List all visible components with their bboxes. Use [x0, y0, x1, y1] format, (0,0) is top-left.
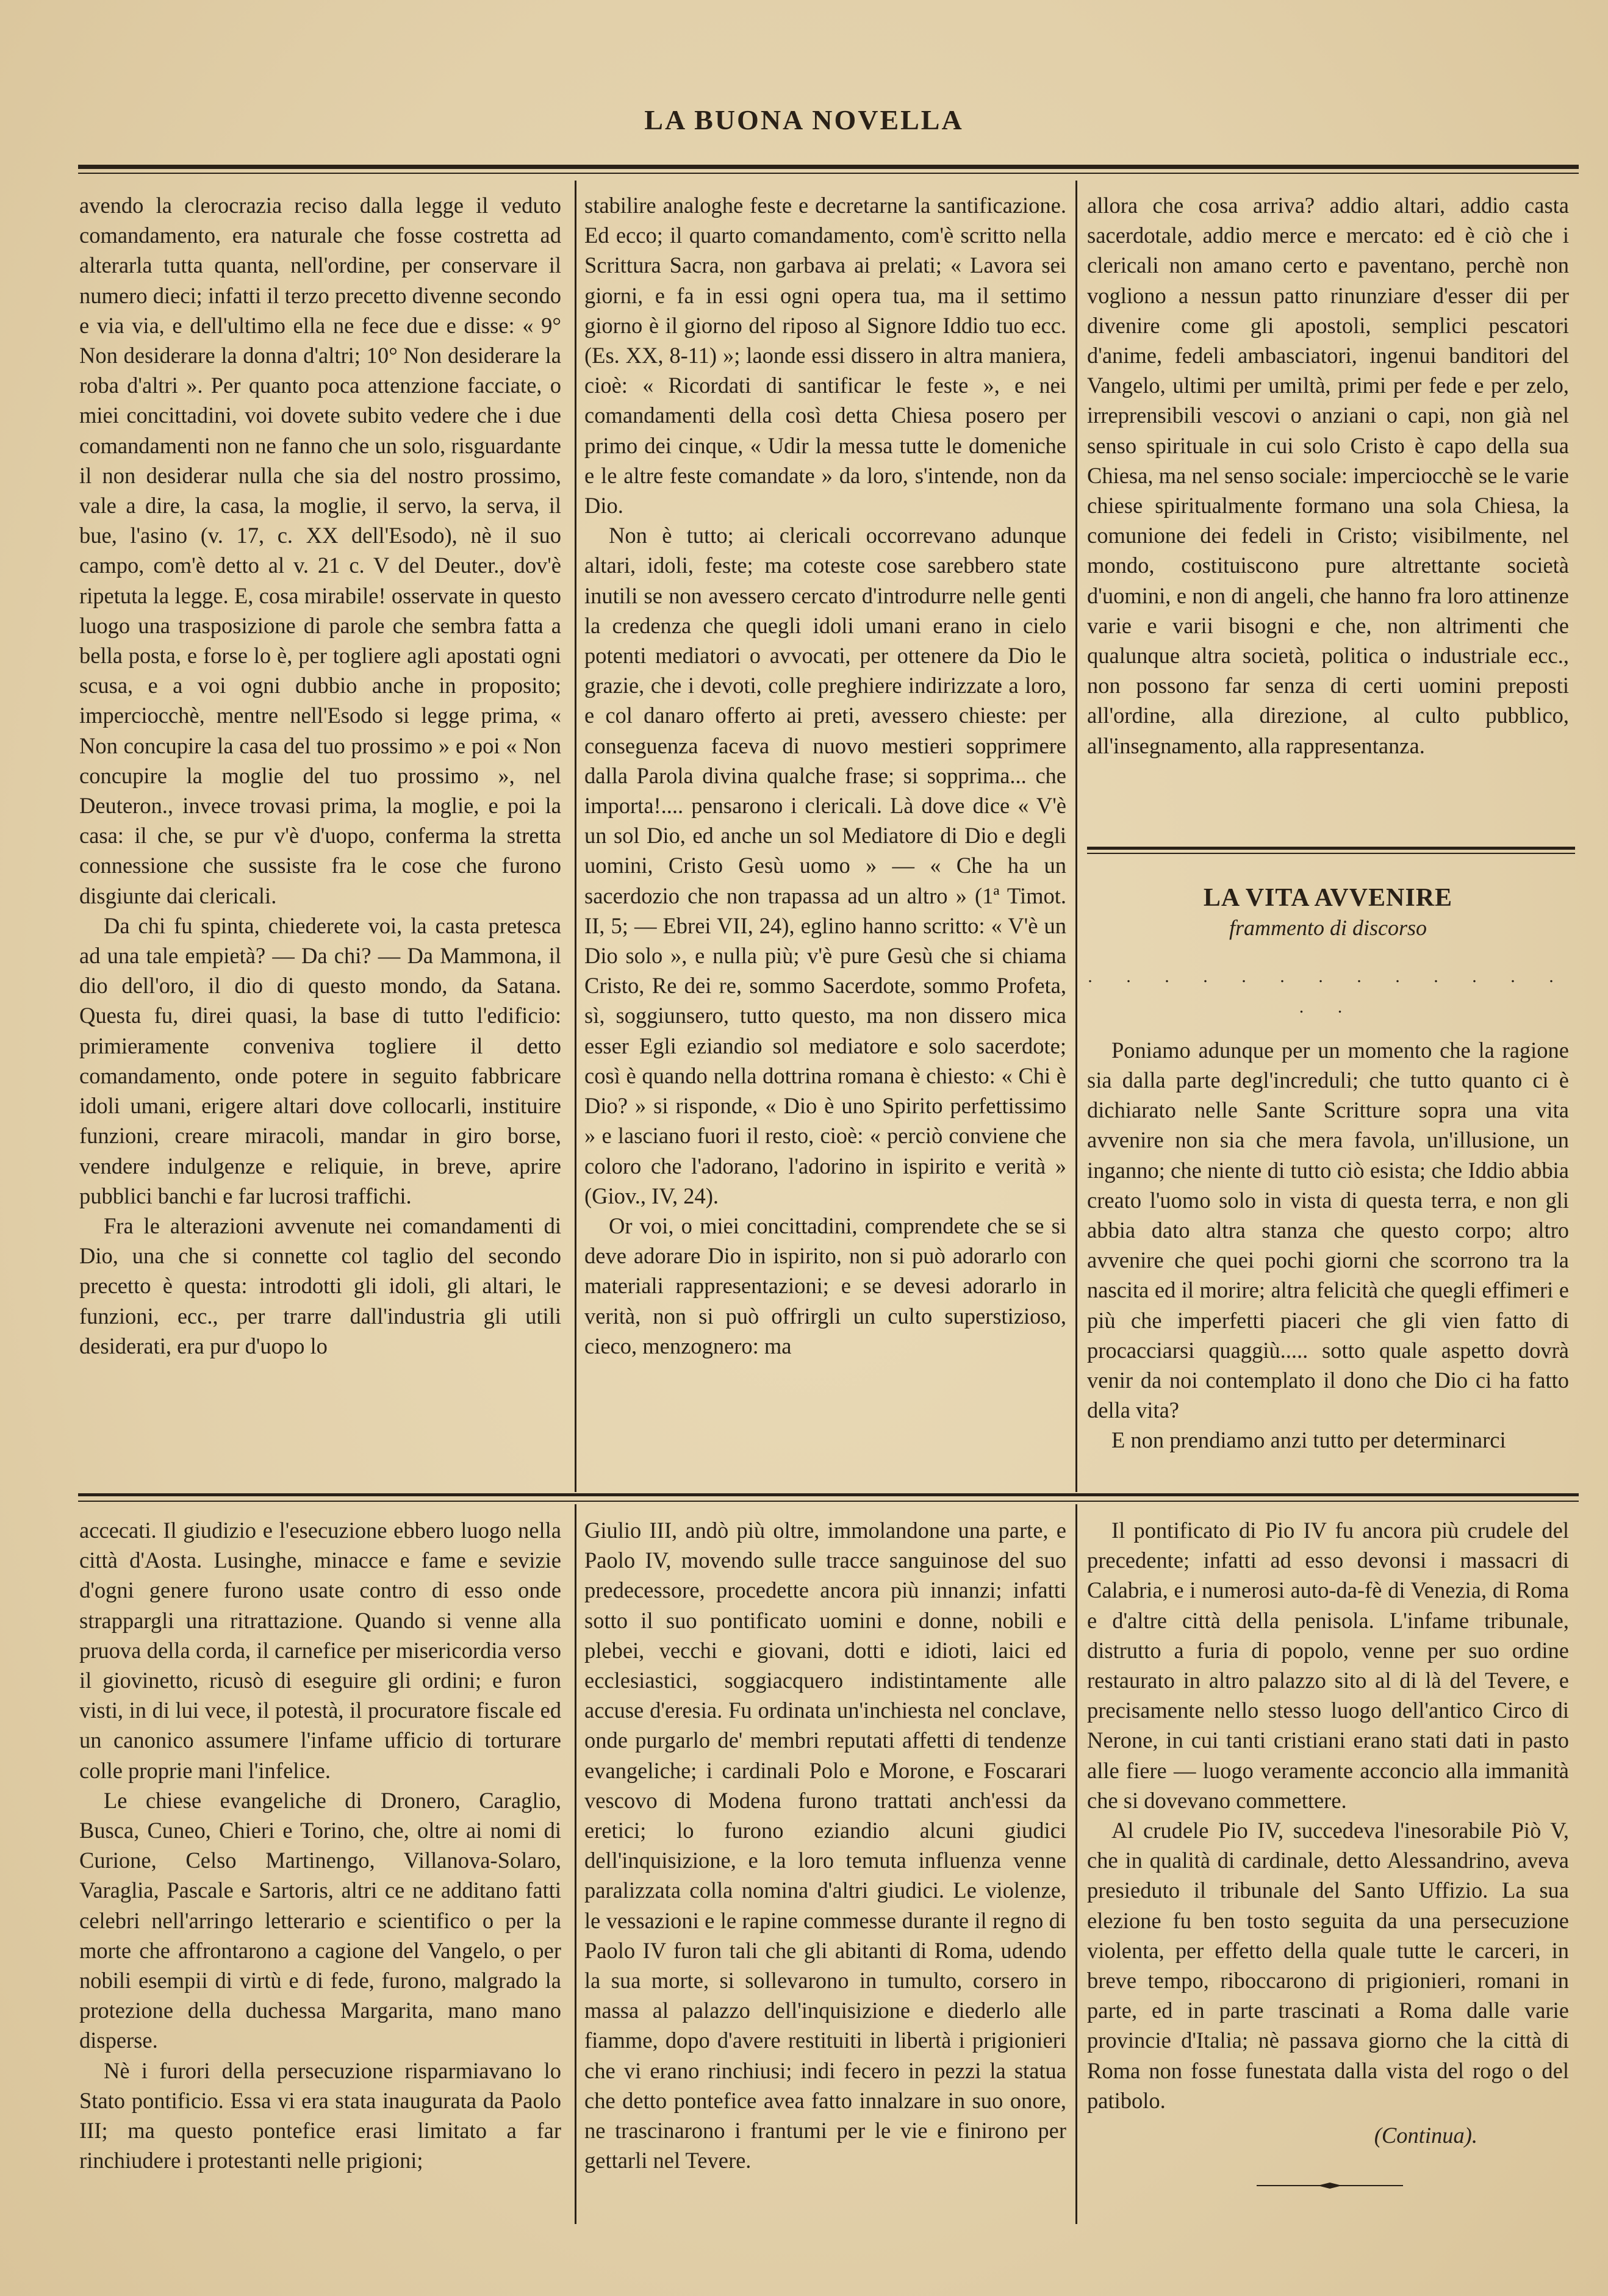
section-subtitle: frammento di discorso	[1229, 916, 1427, 941]
paragraph: stabilire analoghe feste e decretarne la santificazione. Ed ecco; il quarto comandamento, com'è scritto nella Scrittura Sacra, non garbava ai prelati; « Lavora sei giorni, e fa in essi ogni opera tua, ma il settimo giorno è il giorno del riposo al Signore Iddio tuo ecc. (Es. XX, 8-11) »; laonde essi dissero in altra maniera, cioè: « Ricordati di santificar le feste », e nei comandamenti della così detta Chiesa posero per primo dei cinque, « Udir la messa tutte le domeniche e le altre feste comandate » da loro, s'intende, non da Dio.	[584, 193, 1066, 518]
paragraph: Giulio III, andò più oltre, immolandone una parte, e Paolo IV, movendo sulle tracce sanguinose del suo predecessore, procedette ancora più innanzi; infatti sotto il suo pontificato uomini e donne, nobili e plebei, vecchi e giovani, dotti e idioti, laici ed ecclesiastici, soggiacquero indistintamente alle accuse d'eresia. Fu ordinata un'inchiesta nel conclave, onde purgarlo de' membri reputati affetti di tendenze evangeliche; i cardinali Polo e Morone, e Foscarari vescovo di Modena furono trattati anch'essi da eretici; lo furono eziandio alcuni giudici dell'inquisizione, e la loro temuta influenza venne paralizzata colla nomina d'altri giudici. Le violenze, le vessazioni e le rapine commesse durante il regno di Paolo IV furon tali che gli abitanti di Roma, udendo la sua morte, si sollevarono in tumulto, corsero in massa al palazzo dell'inquisizione e diederlo alle fiamme, dopo d'avere restituiti in libertà i prigionieri che vi erano rinchiusi; indi fecero in pezzi la statua che detto pontefice avea fatto innalzare in suo onore, ne trascinarono i frantumi per le vie e finirono per gettarli nel Tevere.	[584, 1518, 1066, 2173]
paragraph: Al crudele Pio IV, succedeva l'inesorabile Piò V, che in qualità di cardinale, detto Alessandrino, aveva presieduto il tribunale del Santo Uffizio. La sua elezione fu ben tosto seguita da una persecuzione violenta, per effetto della quale tutte le carceri, in breve tempo, riboccarono di prigionieri, romani in parte, ed in parte trascinati a Roma dalle varie provincie d'Italia; nè passava giorno che la città di Roma non fosse funestata dalla vista del rogo o del patibolo.	[1087, 1818, 1569, 2113]
article-vita-avvenire	[1087, 883, 1569, 1455]
paragraph: allora che cosa arriva? addio altari, addio casta sacerdotale, addio merce e mercato: ed è ciò che i clericali non amano certo e paventano, perchè non vogliono a nessun patto rinunziare d'esser dii per divenire come gli apostoli, semplici pescatori d'anime, fedeli ambasciatori, ingenui banditori del Vangelo, ultimi per umiltà, primi per fede e per zelo, irreprensibili vescovi o anziani o capi, non già nel senso spirituale in cui solo Cristo è capo della sua Chiesa, ma nel senso sociale: imperciocchè se le varie chiese spiritualmente formano una sola Chiesa, la comunione dei fedeli in Cristo; visibilmente, nel mondo, costituiscono pure altrettante società d'uomini, e non di angeli, che hanno fra loro attinenze varie e varii bisogni e che, non altrimenti che qualunque altra società, politica o industriale ecc., non possono far senza di certi uomini preposti all'ordine, alla direzione, al culto pubblico, all'insegnamento, alla rappresentanza.	[1087, 193, 1569, 758]
feuilleton-column-1	[79, 1515, 561, 2175]
feuilleton-column-3	[1087, 1515, 1569, 2150]
masthead-rule-thin	[78, 173, 1579, 174]
section-separator	[78, 1493, 1579, 1496]
paragraph: Poniamo adunque per un momento che la ragione sia dalla parte degl'increduli; che tutto quanto ci è dichiarato nelle Sante Scritture sopra una vita avvenire non sia che mera favola, un'illusione, un inganno; che niente di tutto ciò esista; che Iddio abbia creato l'uomo solo in vista di questa terra, e non gli abbia dato altra stanza che questo corpo; altro avvenire che quei pochi giorni che scorrono tra la nascita ed il morire; altra felicità che quegli effimeri e più che imperfetti piaceri che gli vien fatto di procacciarsi quaggiù..... sotto quale aspetto dovrà venir da noi contemplato il dono che Dio ci ha fatto della vita?	[1087, 1037, 1569, 1423]
column-divider	[575, 1504, 576, 2224]
section-title: LA VITA AVVENIRE	[1203, 884, 1453, 912]
section-separator-thin	[78, 1501, 1579, 1502]
paragraph: Da chi fu spinta, chiederete voi, la casta pretesca ad una tale empietà? — Da chi? — Da Mammona, il dio dell'oro, il dio di questo mondo, da Satana. Questa fu, direi quasi, la base di tutto l'edificio: primieramente conveniva togliere il detto comandamento, onde potere in seguito fabbricare idoli umani, erigere altari dove collocarli, instituire funzioni, creare miracoli, mandar in giro borse, vendere indulgenze e reliquie, in breve, aprire pubblici banchi e far lucrosi traffichi.	[79, 913, 561, 1208]
section-rule	[1087, 847, 1575, 850]
article-column-3	[1087, 190, 1569, 761]
column-divider	[1075, 181, 1077, 1492]
ellipsis-dots: . . . . . . . . . . . . . . .	[1088, 966, 1568, 1017]
paragraph: Le chiese evangeliche di Dronero, Caraglio, Busca, Cuneo, Chieri e Torino, che, oltre ai nomi di Curione, Celso Martinengo, Villanova-Solaro, Varaglia, Pascale e Sartoris, altri ce ne additano fatti celebri nell'arringo letterario e scientifico o per la morte che affrontarono a cagione del Vangelo, o per nobili esempii di virtù e di fede, furono, malgrado la protezione della duchessa Margarita, mano mano disperse.	[79, 1787, 561, 2053]
paragraph: accecati. Il giudizio e l'esecuzione ebbero luogo nella città d'Aosta. Lusinghe, minacce e fame e sevizie d'ogni genere furono usate contro di esso onde strappargli una ritrattazione. Quando si venne alla pruova della corda, il carnefice per misericordia verso il giovinetto, ricusò di eseguire gli ordini; e furon visti, in di lui vece, il potestà, il procuratore fiscale ed un canonico assumere l'infame ufficio di torturare colle proprie mani l'infelice.	[79, 1518, 561, 1783]
masthead-rule	[78, 165, 1579, 169]
article-column-1	[79, 190, 561, 1361]
continua-note: (Continua).	[1374, 2123, 1477, 2148]
paragraph: Il pontificato di Pio IV fu ancora più crudele del precedente; infatti ad esso devonsi i massacri di Calabria, e i numerosi auto-da-fè di Venezia, di Roma e d'altre città della penisola. L'infame tribunale, distrutto a furia di popolo, venne per suo ordine restaurato in altro palazzo sito al di là del Tevere, e precisamente nello stesso luogo dell'antico Circo di Nerone, in cui tanti cristiani erano stati dati in pasto alle fiere — luogo veramente acconcio alla immanità che si dovevano commettere.	[1087, 1518, 1569, 1813]
column-divider	[1075, 1504, 1077, 2224]
section-rule-thin	[1087, 853, 1575, 854]
masthead: LA BUONA NOVELLA	[644, 104, 964, 135]
paragraph: Or voi, o miei concittadini, comprendete che se si deve adorare Dio in ispirito, non si può adorarlo con materiali rappresentazioni; e se devesi adorarlo in verità, non si può offrirgli un culto superstizioso, cieco, menzognero: ma	[584, 1213, 1066, 1358]
column-divider	[575, 181, 576, 1492]
article-column-2	[584, 190, 1066, 1361]
paragraph: Fra le alterazioni avvenute nei comandamenti di Dio, una che si connette col taglio del secondo precetto è questa: introdotti gli idoli, gli altari, le funzioni, ecc., per trarre dall'industria gli utili desiderati, era pur d'uopo lo	[79, 1213, 561, 1358]
feuilleton-column-2	[584, 1515, 1066, 2175]
paragraph: E non prendiamo anzi tutto per determinarci	[1111, 1427, 1506, 1453]
end-ornament-icon	[1257, 2183, 1403, 2189]
paragraph: Nè i furori della persecuzione risparmiavano lo Stato pontificio. Essa vi era stata inaugurata da Paolo III; ma questo pontefice erasi limitato a far rinchiudere i protestanti nelle prigioni;	[79, 2057, 561, 2173]
paragraph: avendo la clerocrazia reciso dalla legge il veduto comandamento, era naturale che fosse costretta ad alterarla tutta quanta, nell'ordine, per conservare il numero dieci; infatti il terzo precetto divenne secondo e via via, e dell'ultimo ella ne fece due e disse: « 9° Non desiderare la donna d'altri; 10° Non desiderare la roba d'altri ». Per quanto poca attenzione facciate, o miei concittadini, voi dovete subito vedere che i due comandamenti non ne fanno che un solo, risguardante il non desiderar nulla che sia del nostro prossimo, vale a dire, la casa, la moglie, il servo, la serva, il bue, l'asino (v. 17, c. XX dell'Esodo), nè il suo campo, com'è detto al v. 21 c. V del Deuter., dov'è ripetuta la legge. E, cosa mirabile! osservate in questo luogo una trasposizione di parole che sembra fatta a bella posta, e forse lo è, per togliere agli apostati ogni scusa, e a voi ogni dubbio anche in proposito; imperciocchè, mentre nell'Esodo si legge prima, « Non concupire la casa del tuo prossimo » e poi « Non concupire la moglie del tuo prossimo », nel Deuteron., invece trovasi prima, la moglie, e poi la casa: il che, se pur v'è d'uopo, conferma la stretta connessione che sussiste fra le cose che furono disgiunte dai clericali.	[79, 193, 561, 908]
paragraph: Non è tutto; ai clericali occorrevano adunque altari, idoli, feste; ma coteste cose sarebbero state inutili se non avessero cercato d'introdurre nelle genti la credenza che quegli idoli umani erano in cielo potenti mediatori o avvocati, per ottenere da Dio le grazie, che i devoti, colle preghiere indirizzate a loro, e col danaro offerto ai preti, avessero chieste: per conseguenza faceva di nuovo mestieri sopprimere dalla Parola divina qualche frase; si sopprima... che importa!.... pensarono i clericali. Là dove dice « V'è un sol Dio, ed anche un sol Mediatore di Dio e degli uomini, Cristo Gesù uomo » — « Che ha un sacerdozio che non trapassa ad un altro » (1ª Timot. II, 5; — Ebrei VII, 24), eglino hanno scritto: « V'è un Dio solo », e nulla più; v'è pure Gesù che si chiama Cristo, Re dei re, sommo Sacerdote, sommo Profeta, sì, soggiunsero, tutto questo, ma non dissero mica esser Egli eziandio sol mediatore e solo sacerdote; così è quando nella dottrina romana è chiesto: « Chi è Dio? » si risponde, « Dio è uno Spirito perfettissimo » e lasciano fuori il resto, cioè: « perciò conviene che coloro che l'adorano, l'adorino in ispirito e verità » (Giov., IV, 24).	[584, 523, 1066, 1208]
